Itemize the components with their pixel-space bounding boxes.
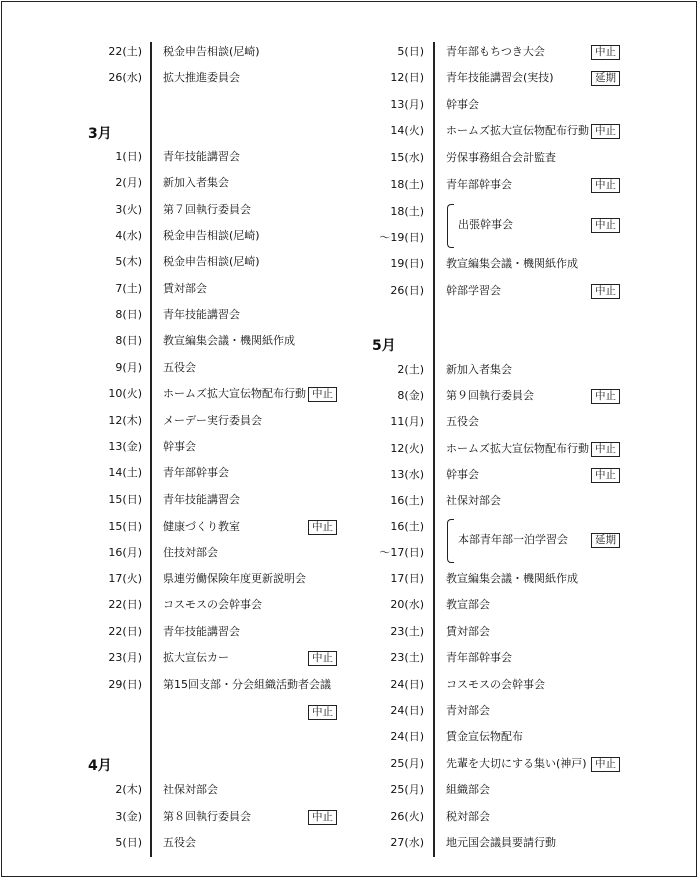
row-date: 3(金): [115, 810, 142, 823]
date-range-brace: [447, 204, 454, 248]
row-date: 14(火): [390, 124, 424, 137]
row-date: 16(月): [108, 546, 142, 559]
row-date: ～17(日): [379, 546, 424, 559]
row-event: 先輩を大切にする集い(神戸): [446, 757, 587, 770]
date-range-brace: [447, 519, 454, 563]
status-badge: 中止: [591, 124, 620, 139]
row-event: 第15回支部・分会組織活動者会議: [163, 678, 331, 691]
row-event: ホームズ拡大宣伝物配布行動: [163, 387, 306, 400]
row-date: 2(月): [115, 176, 142, 189]
row-date: 5(木): [115, 255, 142, 268]
schedule-row: [0, 754, 700, 774]
row-event: 教宣編集会議・機関紙作成: [163, 334, 295, 347]
schedule-row: [0, 148, 700, 168]
row-date: 1(日): [115, 150, 142, 163]
row-event: 幹事会: [446, 98, 479, 111]
schedule-row: [0, 305, 700, 325]
row-event: コスモスの会幹事会: [446, 678, 545, 691]
row-date: 8(日): [115, 308, 142, 321]
row-event: 組織部会: [446, 783, 490, 796]
row-date: 10(火): [108, 387, 142, 400]
row-date: 25(月): [390, 757, 424, 770]
row-event: 社保対部会: [446, 494, 501, 507]
row-event: メーデー実行委員会: [163, 414, 262, 427]
status-badge: 中止: [591, 468, 620, 483]
row-event: 五役会: [163, 836, 196, 849]
row-date: 14(土): [108, 466, 142, 479]
row-date: 12(火): [390, 442, 424, 455]
schedule-row: [0, 254, 700, 274]
row-event: 青年部もちつき大会: [446, 45, 545, 58]
schedule-row: [0, 465, 700, 485]
row-date: 26(日): [390, 284, 424, 297]
row-event: 第９回執行委員会: [446, 389, 534, 402]
row-date: 24(日): [390, 730, 424, 743]
status-badge: 中止: [591, 757, 620, 772]
row-date: 15(日): [108, 520, 142, 533]
row-date: 12(日): [390, 71, 424, 84]
row-date: 16(土): [390, 494, 424, 507]
row-event: 税金申告相談(尼崎): [163, 45, 260, 58]
row-date: 4(水): [115, 229, 142, 242]
schedule-row: [0, 215, 700, 235]
row-event: 青年部幹事会: [446, 178, 512, 191]
row-event: 青年部幹事会: [446, 651, 512, 664]
row-date: 20(水): [390, 598, 424, 611]
row-date: 24(日): [390, 678, 424, 691]
row-date: 3(火): [115, 203, 142, 216]
row-date: 13(月): [390, 98, 424, 111]
row-event: コスモスの会幹事会: [163, 598, 262, 611]
row-event: 社保対部会: [163, 783, 218, 796]
status-badge: 中止: [591, 389, 620, 404]
status-badge: 中止: [308, 810, 337, 825]
row-event: 青年部幹事会: [163, 466, 229, 479]
status-badge: 中止: [308, 387, 337, 402]
row-date: 8(金): [397, 389, 424, 402]
status-badge: 延期: [591, 71, 620, 86]
row-event: 五役会: [163, 361, 196, 374]
schedule-row: [0, 412, 700, 432]
status-badge: 延期: [591, 533, 620, 548]
row-event: 新加入者集会: [446, 363, 512, 376]
row-event: 教宣編集会議・機関紙作成: [446, 572, 578, 585]
row-date: 18(土): [390, 178, 424, 191]
row-event: 青年技能講習会: [163, 493, 240, 506]
schedule-row: [0, 331, 700, 351]
row-event: 税金申告相談(尼崎): [163, 229, 260, 242]
row-event: 教宣部会: [446, 598, 490, 611]
status-badge: 中止: [591, 45, 620, 60]
schedule-row: [0, 95, 700, 115]
row-event: 青年技能講習会(実技): [446, 71, 554, 84]
schedule-row: [0, 121, 700, 141]
schedule-row: [0, 727, 700, 747]
schedule-row: [0, 530, 700, 550]
row-event: 新加入者集会: [163, 176, 229, 189]
schedule-row: [0, 622, 700, 642]
status-badge: 中止: [308, 705, 337, 720]
schedule-row: [0, 68, 700, 88]
row-event: 青年技能講習会: [163, 150, 240, 163]
row-event: 県連労働保険年度更新説明会: [163, 572, 306, 585]
row-date: 9(月): [115, 361, 142, 374]
schedule-row: [0, 360, 700, 380]
status-badge: 中止: [591, 284, 620, 299]
row-event: 賃金宣伝物配布: [446, 730, 523, 743]
row-date: 27(水): [390, 836, 424, 849]
row-event: 青年技能講習会: [163, 625, 240, 638]
month-heading-may: 5月: [372, 338, 396, 354]
row-date: 13(金): [108, 440, 142, 453]
row-event: 第８回執行委員会: [163, 810, 251, 823]
row-date: 23(土): [390, 651, 424, 664]
row-event: ホームズ拡大宣伝物配布行動: [446, 442, 589, 455]
row-date: 17(日): [390, 572, 424, 585]
row-date: 26(水): [108, 71, 142, 84]
row-date: 7(土): [115, 282, 142, 295]
schedule-row: [0, 675, 700, 695]
status-badge: 中止: [591, 178, 620, 193]
row-date: 16(土): [390, 520, 424, 533]
row-event: 第７回執行委員会: [163, 203, 251, 216]
row-event: 賃対部会: [446, 625, 490, 638]
row-event: 出張幹事会: [458, 218, 513, 231]
schedule-row: [0, 701, 700, 721]
row-date: 8(日): [115, 334, 142, 347]
row-date: 23(土): [390, 625, 424, 638]
row-date: 29(日): [108, 678, 142, 691]
row-date: 25(月): [390, 783, 424, 796]
row-event: 幹部学習会: [446, 284, 501, 297]
row-date: 22(日): [108, 598, 142, 611]
schedule-row: [0, 569, 700, 589]
row-date: 24(日): [390, 704, 424, 717]
row-date: 2(土): [397, 363, 424, 376]
row-event: 拡大宣伝カー: [163, 651, 229, 664]
row-event: 幹事会: [163, 440, 196, 453]
schedule-row: [0, 386, 700, 406]
row-date: 17(火): [108, 572, 142, 585]
row-date: 5(日): [115, 836, 142, 849]
row-date: 15(水): [390, 151, 424, 164]
row-date: 2(木): [115, 783, 142, 796]
row-event: 健康づくり教室: [163, 520, 240, 533]
row-date: 5(日): [397, 45, 424, 58]
schedule-row: [0, 780, 700, 800]
row-event: 地元国会議員要請行動: [446, 836, 556, 849]
schedule-row: [0, 42, 700, 62]
row-event: 本部青年部一泊学習会: [458, 533, 568, 546]
row-event: 拡大推進委員会: [163, 71, 240, 84]
status-badge: 中止: [308, 520, 337, 535]
status-badge: 中止: [591, 218, 620, 233]
row-date: 19(日): [390, 257, 424, 270]
row-date: 15(日): [108, 493, 142, 506]
row-date: 18(土): [390, 205, 424, 218]
status-badge: 中止: [308, 651, 337, 666]
row-event: 税金申告相談(尼崎): [163, 255, 260, 268]
row-event: 青年技能講習会: [163, 308, 240, 321]
row-event: 幹事会: [446, 468, 479, 481]
row-event: 労保事務組合会計監査: [446, 151, 556, 164]
row-date: 26(火): [390, 810, 424, 823]
row-event: ホームズ拡大宣伝物配布行動: [446, 124, 589, 137]
status-badge: 中止: [591, 442, 620, 457]
row-date: 13(水): [390, 468, 424, 481]
row-date: 22(土): [108, 45, 142, 58]
row-event: 教宣編集会議・機関紙作成: [446, 257, 578, 270]
schedule-row: [0, 833, 700, 853]
row-date: 12(木): [108, 414, 142, 427]
row-date: ～19(日): [379, 231, 424, 244]
schedule-row: [0, 491, 700, 511]
month-heading-march: 3月: [88, 126, 112, 142]
row-event: 税対部会: [446, 810, 490, 823]
schedule-row: [0, 807, 700, 827]
schedule-row: [0, 595, 700, 615]
row-date: 23(月): [108, 651, 142, 664]
schedule-row: [0, 648, 700, 668]
month-heading-april: 4月: [88, 758, 112, 774]
row-event: 賃対部会: [163, 282, 207, 295]
schedule-row: [0, 175, 700, 195]
row-date: 22(日): [108, 625, 142, 638]
row-date: 11(月): [390, 415, 424, 428]
row-event: 住技対部会: [163, 546, 218, 559]
schedule-row: [0, 439, 700, 459]
schedule-row: [0, 281, 700, 301]
row-event: 青対部会: [446, 704, 490, 717]
row-event: 五役会: [446, 415, 479, 428]
